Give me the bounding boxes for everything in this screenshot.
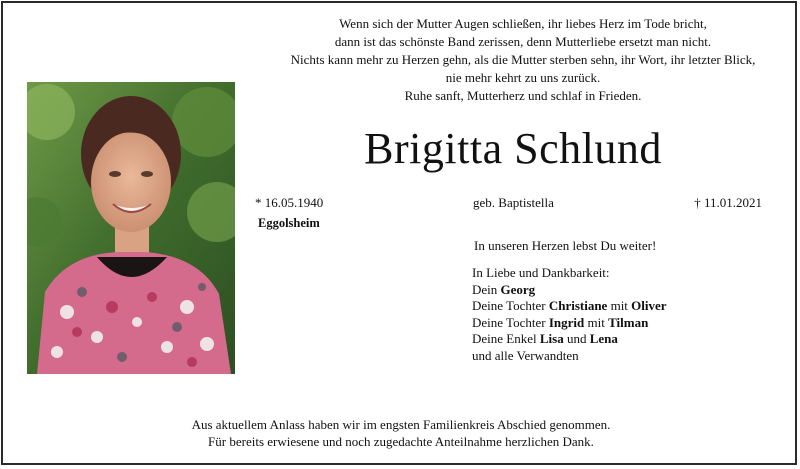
family-member-name: Oliver [631, 298, 667, 313]
poem-line: Wenn sich der Mutter Augen schließen, ihr liebes Herz im Tode bricht, [339, 16, 707, 31]
family-text: Dein [472, 281, 501, 297]
family-text: mit [584, 314, 609, 330]
poem-line: nie mehr kehrt zu uns zurück. [445, 70, 601, 85]
family-text: mit [607, 298, 632, 313]
family-line [472, 282, 667, 299]
poem-line: dann ist das schönste Band zerissen, denn Mutterliebe ersetzt man nicht. [334, 34, 712, 49]
poem-line: Nichts kann mehr zu Herzen gehn, als die Mutter sterben sehn, ihr Wort, ihr letzter Blick, [290, 52, 756, 67]
family-member-name: Tilman [608, 314, 649, 330]
family-text: und [563, 331, 590, 346]
obituary-notice [1, 1, 797, 465]
death-date: † 11.01.2021 [694, 195, 762, 210]
family-member-name: Ingrid [548, 314, 585, 330]
birth-date: * 16.05.1940 [255, 195, 324, 210]
family-line [472, 315, 667, 332]
motto: In unseren Herzen lebst Du weiter! [474, 238, 657, 253]
family-line: und alle Verwandten [472, 347, 579, 363]
portrait-photo [27, 82, 235, 374]
family-member-name: Lisa [539, 331, 564, 346]
family-member-name: Georg [500, 281, 536, 297]
portrait-image [27, 82, 235, 374]
maiden-name: geb. Baptistella [473, 195, 554, 210]
family-intro: In Liebe und Dankbarkeit: [472, 265, 610, 280]
footer-line: Für bereits erwiesene und noch zugedachte Anteilnahme herzlichen Dank. [208, 434, 594, 449]
family-text: Deine Enkel [472, 331, 540, 346]
family-list [472, 265, 667, 364]
footer-note [3, 416, 797, 450]
footer-line: Aus aktuellem Anlass haben wir im engsten Familienkreis Abschied genommen. [191, 417, 611, 432]
family-line [472, 331, 667, 348]
family-member-name: Christiane [548, 298, 608, 313]
deceased-name: Brigitta Schlund [364, 124, 662, 173]
family-text: Deine Tochter [472, 298, 549, 313]
poem-line: Ruhe sanft, Mutterherz und schlaf in Frieden. [404, 88, 642, 103]
family-member-name: Lena [589, 331, 618, 346]
family-text: Deine Tochter [472, 314, 549, 330]
poem [243, 15, 797, 105]
birthplace: Eggolsheim [258, 216, 320, 230]
family-line [472, 298, 667, 315]
